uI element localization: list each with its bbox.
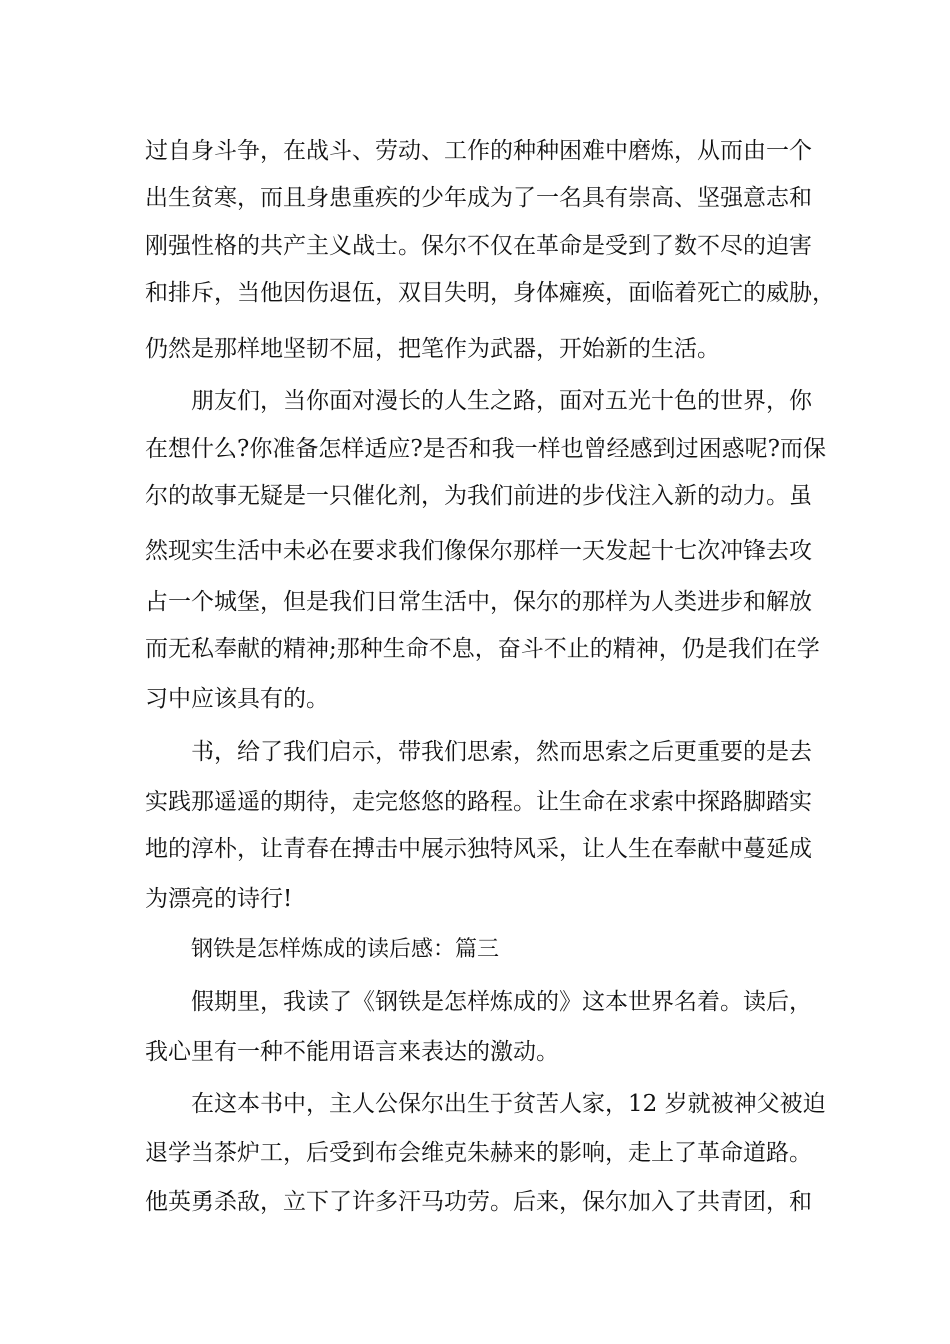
text-line: 习中应该具有的。 <box>145 686 329 712</box>
text-line: 而无私奉献的精神;那种生命不息，奋斗不止的精神，仍是我们在学 <box>145 636 820 662</box>
text-line: 在想什么?你准备怎样适应?是否和我一样也曾经感到过困惑呢?而保 <box>145 436 826 462</box>
text-line: 在这本书中，主人公保尔出生于贫苦人家，12 岁就被神父被迫 <box>191 1091 826 1117</box>
text-line: 退学当茶炉工，后受到布会维克朱赫来的影响，走上了革命道路。 <box>145 1140 812 1166</box>
text-line: 仍然是那样地坚韧不屈，把笔作为武器，开始新的生活。 <box>145 336 720 362</box>
text-line: 实践那遥遥的期待，走完悠悠的路程。让生命在求索中探路脚踏实 <box>145 789 812 815</box>
text-line: 出生贫寒，而且身患重疾的少年成为了一名具有崇高、坚强意志和 <box>145 185 812 211</box>
text-line: 刚强性格的共产主义战士。保尔不仅在革命是受到了数不尽的迫害 <box>145 233 812 259</box>
section-heading: 钢铁是怎样炼成的读后感：篇三 <box>191 937 500 962</box>
text-line: 我心里有一种不能用语言来表达的激动。 <box>145 1039 559 1065</box>
text-line: 为漂亮的诗行! <box>145 886 293 912</box>
text-line: 书，给了我们启示，带我们思索，然而思索之后更重要的是去 <box>191 739 812 765</box>
text-line: 他英勇杀敌，立下了许多汗马功劳。后来，保尔加入了共青团，和 <box>145 1189 812 1215</box>
text-line: 过自身斗争，在战斗、劳动、工作的种种困难中磨炼，从而由一个 <box>145 138 812 164</box>
text-line: 朋友们，当你面对漫长的人生之路，面对五光十色的世界，你 <box>191 388 812 414</box>
text-line: 尔的故事无疑是一只催化剂，为我们前进的步伐注入新的动力。虽 <box>145 483 812 509</box>
text-line: 和排斥，当他因伤退伍，双目失明，身体瘫痪，面临着死亡的威胁， <box>145 280 835 306</box>
text-line: 占一个城堡，但是我们日常生活中，保尔的那样为人类进步和解放 <box>145 589 812 615</box>
text-line: 然现实生活中未必在要求我们像保尔那样一天发起十七次冲锋去攻 <box>145 538 812 564</box>
text-line: 假期里，我读了《钢铁是怎样炼成的》这本世界名着。读后， <box>191 989 812 1015</box>
text-line: 地的淳朴，让青春在搏击中展示独特风采，让人生在奉献中蔓延成 <box>145 836 812 862</box>
